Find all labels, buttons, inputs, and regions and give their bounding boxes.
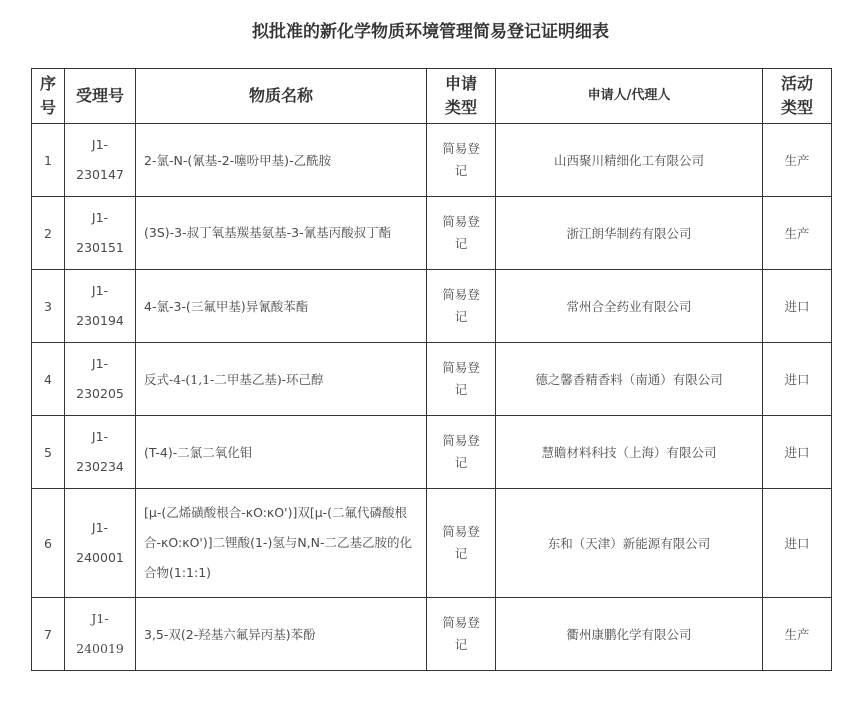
apply-type-label: 简易登记: [442, 360, 480, 397]
cell-apply-type: [427, 598, 496, 671]
accept-no-number: 240019: [76, 641, 124, 656]
accept-no-number: 230234: [76, 459, 124, 474]
cell-substance-name: 反式-4-(1,1-二甲基乙基)-环己醇: [136, 343, 427, 416]
cell-apply-type: [427, 197, 496, 270]
accept-no-number: 230151: [76, 240, 124, 255]
cell-seq: 2: [32, 197, 65, 270]
accept-no-prefix: J1-: [91, 137, 109, 152]
header-apply-type-label: 申请类型: [444, 74, 477, 117]
cell-substance-name: (T-4)-二氯二氧化钼: [136, 416, 427, 489]
table-row: [32, 598, 832, 671]
apply-type-label: 简易登记: [442, 524, 480, 561]
cell-accept-no: [65, 598, 136, 671]
apply-type-label: 简易登记: [442, 615, 480, 652]
cell-seq: 6: [32, 489, 65, 598]
table-row: [32, 343, 832, 416]
accept-no-prefix: J1-: [91, 611, 109, 626]
cell-applicant: 山西聚川精细化工有限公司: [496, 124, 763, 197]
cell-seq: 1: [32, 124, 65, 197]
accept-no-number: 240001: [76, 550, 124, 565]
cell-activity-type: 生产: [763, 124, 832, 197]
table-row: [32, 270, 832, 343]
cell-activity-type: 生产: [763, 197, 832, 270]
registration-table: [31, 68, 832, 671]
accept-no-prefix: J1-: [91, 520, 109, 535]
cell-accept-no: [65, 343, 136, 416]
cell-seq: 5: [32, 416, 65, 489]
header-apply-type: [427, 69, 496, 124]
cell-applicant: 常州合全药业有限公司: [496, 270, 763, 343]
cell-substance-name: [μ-(乙烯磺酸根合-κO:κO')]双[μ-(二氟代磷酸根合-κO:κO')]二锂酸(1-)氢与N,N-二乙基乙胺的化合物(1:1:1): [136, 489, 427, 598]
table-header-row: [32, 69, 832, 124]
header-accept-no: 受理号: [65, 69, 136, 124]
cell-seq: 4: [32, 343, 65, 416]
cell-activity-type: 进口: [763, 416, 832, 489]
header-activity-type-label: 活动类型: [780, 74, 813, 117]
table-row: [32, 124, 832, 197]
table-row: [32, 197, 832, 270]
cell-activity-type: 生产: [763, 598, 832, 671]
apply-type-label: 简易登记: [442, 287, 480, 324]
accept-no-prefix: J1-: [91, 283, 109, 298]
cell-apply-type: [427, 270, 496, 343]
page-title: 拟批准的新化学物质环境管理简易登记证明细表: [252, 22, 609, 42]
cell-applicant: 衢州康鹏化学有限公司: [496, 598, 763, 671]
cell-substance-name: 2-氯-N-(氰基-2-噻吩甲基)-乙酰胺: [136, 124, 427, 197]
cell-apply-type: [427, 124, 496, 197]
cell-applicant: 慧瞻材料科技（上海）有限公司: [496, 416, 763, 489]
cell-activity-type: 进口: [763, 489, 832, 598]
header-applicant: 申请人/代理人: [496, 69, 763, 124]
header-substance-name: 物质名称: [136, 69, 427, 124]
cell-apply-type: [427, 416, 496, 489]
table-row: [32, 416, 832, 489]
cell-activity-type: 进口: [763, 343, 832, 416]
header-seq-label: 序号: [39, 74, 56, 117]
cell-substance-name: 4-氯-3-(三氟甲基)异氰酸苯酯: [136, 270, 427, 343]
cell-seq: 3: [32, 270, 65, 343]
cell-apply-type: [427, 489, 496, 598]
cell-seq: 7: [32, 598, 65, 671]
cell-applicant: 浙江朗华制药有限公司: [496, 197, 763, 270]
cell-applicant: 德之馨香精香料（南通）有限公司: [496, 343, 763, 416]
cell-substance-name: 3,5-双(2-羟基六氟异丙基)苯酚: [136, 598, 427, 671]
accept-no-number: 230194: [76, 313, 124, 328]
cell-accept-no: [65, 270, 136, 343]
cell-activity-type: 进口: [763, 270, 832, 343]
accept-no-number: 230205: [76, 386, 124, 401]
cell-accept-no: [65, 416, 136, 489]
apply-type-label: 简易登记: [442, 433, 480, 470]
accept-no-number: 230147: [76, 167, 124, 182]
cell-accept-no: [65, 489, 136, 598]
cell-apply-type: [427, 343, 496, 416]
cell-substance-name: (3S)-3-叔丁氧基羰基氨基-3-氰基丙酸叔丁酯: [136, 197, 427, 270]
header-seq: [32, 69, 65, 124]
table-row: [32, 489, 832, 598]
apply-type-label: 简易登记: [442, 214, 480, 251]
apply-type-label: 简易登记: [442, 141, 480, 178]
cell-accept-no: [65, 197, 136, 270]
cell-accept-no: [65, 124, 136, 197]
accept-no-prefix: J1-: [91, 210, 109, 225]
cell-applicant: 东和（天津）新能源有限公司: [496, 489, 763, 598]
accept-no-prefix: J1-: [91, 429, 109, 444]
header-activity-type: [763, 69, 832, 124]
accept-no-prefix: J1-: [91, 356, 109, 371]
